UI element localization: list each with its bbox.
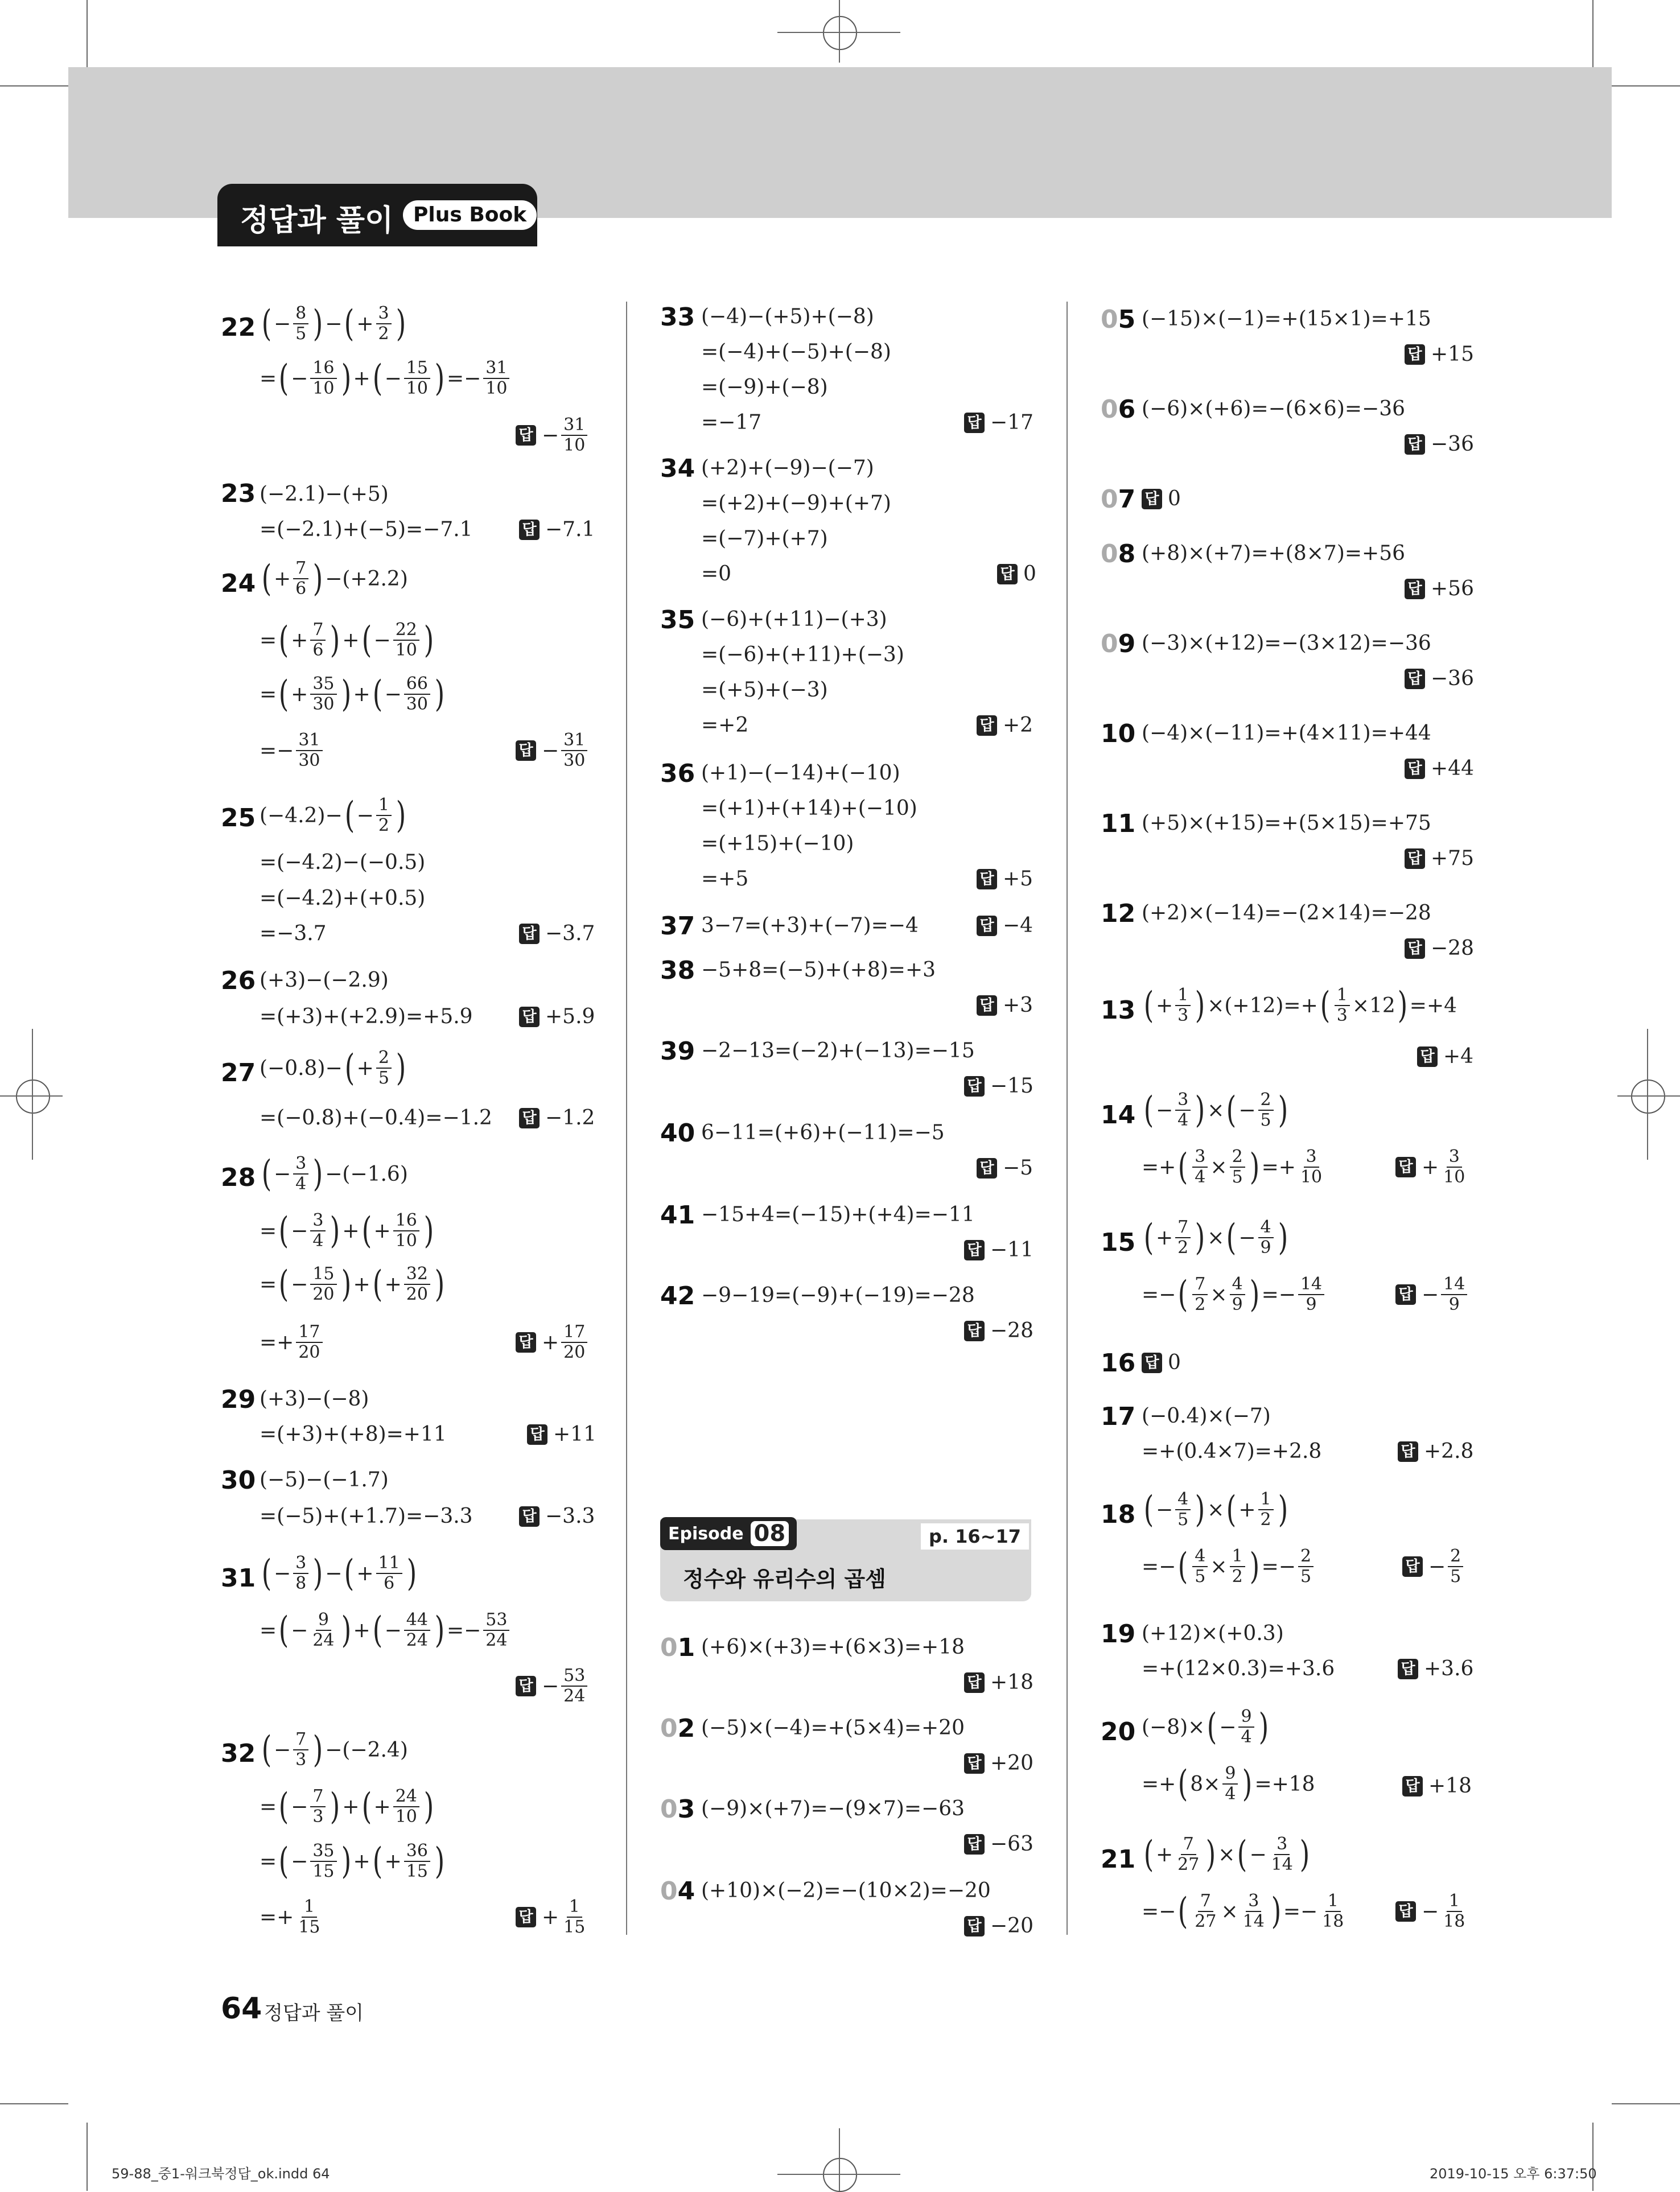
problem-number: 41 bbox=[660, 1201, 695, 1230]
equation-line: (−2.1)−(+5) bbox=[260, 483, 389, 506]
equation-line: ( + $\frac{7}{6}$ ) −(+2.2) bbox=[261, 558, 408, 600]
equation-line: (−4.2)− ( − $\frac{1}{2}$ ) bbox=[260, 794, 406, 837]
equation-line: (+2)+(−9)−(−7) bbox=[701, 456, 874, 480]
equation-line: =−3.7 bbox=[260, 922, 327, 945]
answer: 답 −17 bbox=[964, 411, 1033, 434]
problem-number: 06 bbox=[1101, 395, 1136, 424]
problem-number: 33 bbox=[660, 303, 695, 332]
print-file-info: 59-88_중1-워크북정답_ok.indd 64 bbox=[112, 2166, 330, 2182]
answer: 답 +11 bbox=[527, 1423, 596, 1446]
answer: 답 + $\frac{17}{20}$ bbox=[516, 1322, 590, 1362]
equation-line: =+ $\frac{1}{15}$ bbox=[260, 1897, 320, 1937]
answer: 답 − $\frac{31}{30}$ bbox=[516, 731, 590, 771]
equation-line: =+ ( $\frac{3}{4}$ × $\frac{2}{5}$ ) =+ $\frac{3}{10}$ bbox=[1142, 1146, 1323, 1188]
problem-number: 07 bbox=[1101, 485, 1136, 514]
equation-line: (−0.8)− ( + $\frac{2}{5}$ ) bbox=[260, 1047, 406, 1089]
answer: 답 − $\frac{31}{10}$ bbox=[516, 415, 590, 455]
problem-number: 18 bbox=[1101, 1500, 1136, 1529]
equation-line: = ( − $\frac{35}{15}$ ) + ( + $\frac{36}{15}$ ) bbox=[260, 1840, 445, 1882]
equation-line: ( + $\frac{1}{3}$ ) ×(+12)=+ ( $\frac{1}{3}$ ×12 ) =+4 bbox=[1143, 984, 1457, 1027]
answer: 답 +75 bbox=[1405, 847, 1474, 870]
equation-line: =+(12×0.3)=+3.6 bbox=[1142, 1657, 1335, 1680]
problem-number: 21 bbox=[1101, 1845, 1136, 1874]
equation-line: ( + $\frac{7}{27}$ ) × ( − $\frac{3}{14}$ ) bbox=[1143, 1833, 1310, 1876]
answer: 답 −1.2 bbox=[519, 1106, 595, 1130]
equation-line: = ( − $\frac{15}{20}$ ) + ( + $\frac{32}{20}$ ) bbox=[260, 1263, 445, 1305]
page-number: 64 bbox=[221, 1992, 262, 2026]
equation-line: (−3)×(+12)=−(3×12)=−36 bbox=[1142, 632, 1431, 655]
equation-line: = ( − $\frac{16}{10}$ ) + ( − $\frac{15}{10}$ ) =− $\frac{31}{10}$ bbox=[260, 359, 512, 398]
problem-number: 24 bbox=[221, 569, 256, 598]
registration-mark bbox=[16, 1079, 50, 1114]
answer: 답 −7.1 bbox=[519, 518, 595, 541]
answer: 답 − $\frac{53}{24}$ bbox=[516, 1666, 590, 1706]
equation-line: =− ( $\frac{7}{27}$ × $\frac{3}{14}$ ) =− $\frac{1}{18}$ bbox=[1142, 1890, 1344, 1933]
problem-number: 32 bbox=[221, 1739, 256, 1768]
answer: 답 +5.9 bbox=[519, 1005, 595, 1028]
equation-line: = ( − $\frac{3}{4}$ ) + ( + $\frac{16}{10}$ ) bbox=[260, 1210, 434, 1252]
equation-line: ( − $\frac{3}{4}$ ) × ( − $\frac{2}{5}$ ) bbox=[1143, 1089, 1288, 1131]
equation-line: =0 bbox=[701, 562, 732, 586]
print-datetime: 2019-10-15 오후 6:37:50 bbox=[1430, 2166, 1597, 2182]
answer: 답 +20 bbox=[964, 1752, 1033, 1775]
equation-line: (−15)×(−1)=+(15×1)=+15 bbox=[1142, 307, 1431, 331]
equation-line: =− ( $\frac{7}{2}$ × $\frac{4}{9}$ ) =− $\frac{14}{9}$ bbox=[1142, 1275, 1327, 1315]
equation-line: ( − $\frac{3}{8}$ ) − ( + $\frac{11}{6}$ ) bbox=[261, 1552, 417, 1594]
problem-number: 10 bbox=[1101, 719, 1136, 748]
registration-mark bbox=[839, 2128, 840, 2191]
answer: 답 +15 bbox=[1405, 343, 1474, 366]
equation-line: (+6)×(+3)=+(6×3)=+18 bbox=[701, 1635, 965, 1659]
equation-line: (+3)−(−2.9) bbox=[260, 969, 389, 992]
equation-line: =(−7)+(+7) bbox=[701, 527, 828, 550]
equation-line: (+2)×(−14)=−(2×14)=−28 bbox=[1142, 901, 1431, 925]
header-title: 정답과 풀이 bbox=[240, 204, 394, 238]
plus-book-badge: Plus Book bbox=[403, 200, 537, 230]
problem-number: 01 bbox=[660, 1633, 695, 1662]
problem-number: 26 bbox=[221, 966, 256, 995]
crop-mark bbox=[1612, 2103, 1680, 2104]
answer: 답 −4 bbox=[977, 914, 1033, 937]
equation-line: =(−5)+(+1.7)=−3.3 bbox=[260, 1505, 473, 1528]
problem-number: 27 bbox=[221, 1058, 256, 1087]
registration-mark bbox=[823, 16, 857, 50]
equation-line: = ( + $\frac{35}{30}$ ) + ( − $\frac{66}{30}$ ) bbox=[260, 673, 445, 715]
problem-number: 30 bbox=[221, 1466, 256, 1495]
answer: 답 −36 bbox=[1405, 432, 1474, 456]
equation-line: ( + $\frac{7}{2}$ ) × ( − $\frac{4}{9}$ ) bbox=[1143, 1217, 1288, 1259]
equation-line: ( − $\frac{8}{5}$ ) − ( + $\frac{3}{2}$ ) bbox=[261, 303, 406, 345]
equation-line: =−17 bbox=[701, 411, 762, 434]
problem-number: 09 bbox=[1101, 629, 1136, 658]
problem-number: 38 bbox=[660, 956, 695, 985]
crop-mark bbox=[1612, 85, 1680, 86]
equation-line: 3−7=(+3)+(−7)=−4 bbox=[701, 914, 919, 937]
answer: 답 +18 bbox=[1402, 1774, 1472, 1798]
answer: 답 +2 bbox=[977, 714, 1033, 737]
problem-number: 40 bbox=[660, 1119, 695, 1148]
registration-mark bbox=[32, 1029, 33, 1160]
equation-line: (−6)×(+6)=−(6×6)=−36 bbox=[1142, 397, 1406, 421]
equation-line: (−6)+(+11)−(+3) bbox=[701, 608, 887, 631]
problem-number: 08 bbox=[1101, 539, 1136, 568]
equation-line: −9−19=(−9)+(−19)=−28 bbox=[701, 1284, 975, 1307]
answer: 답 −3.3 bbox=[519, 1505, 595, 1528]
episode-title: 정수와 유리수의 곱셈 bbox=[683, 1567, 886, 1592]
problem-number: 02 bbox=[660, 1714, 695, 1743]
equation-line: (+1)−(−14)+(−10) bbox=[701, 761, 900, 785]
answer: 답 −28 bbox=[964, 1319, 1033, 1342]
header-tab bbox=[217, 184, 537, 246]
answer: 답 −28 bbox=[1405, 937, 1474, 960]
answer: 답 0 bbox=[997, 562, 1036, 586]
problem-number: 11 bbox=[1101, 809, 1136, 838]
answer: 답 − $\frac{14}{9}$ bbox=[1395, 1275, 1469, 1315]
column-divider bbox=[1067, 302, 1068, 1935]
crop-mark bbox=[87, 0, 88, 68]
problem-number: 28 bbox=[221, 1163, 256, 1192]
equation-line: 6−11=(+6)+(−11)=−5 bbox=[701, 1121, 945, 1144]
equation-line: (−4)−(+5)+(−8) bbox=[701, 305, 874, 328]
answer: 답 0 bbox=[1142, 1351, 1181, 1374]
equation-line: = ( − $\frac{9}{24}$ ) + ( − $\frac{44}{24}$ ) =− $\frac{53}{24}$ bbox=[260, 1610, 512, 1650]
registration-mark bbox=[823, 2158, 857, 2192]
answer: 답 +44 bbox=[1405, 757, 1474, 780]
equation-line: =(+2)+(−9)+(+7) bbox=[701, 492, 891, 515]
answer: 답 +3 bbox=[977, 994, 1033, 1017]
problem-number: 19 bbox=[1101, 1620, 1136, 1649]
problem-number: 37 bbox=[660, 912, 695, 941]
registration-mark bbox=[839, 0, 840, 63]
equation-line: =(−9)+(−8) bbox=[701, 376, 828, 399]
equation-line: (+10)×(−2)=−(10×2)=−20 bbox=[701, 1879, 991, 1902]
problem-number: 17 bbox=[1101, 1402, 1136, 1431]
equation-line: =(+5)+(−3) bbox=[701, 678, 828, 702]
problem-number: 20 bbox=[1101, 1717, 1136, 1746]
answer: 답 −36 bbox=[1405, 667, 1474, 690]
equation-line: ( − $\frac{3}{4}$ ) −(−1.6) bbox=[261, 1153, 408, 1195]
episode-pages: p. 16~17 bbox=[921, 1523, 1029, 1550]
equation-line: =(−4.2)+(+0.5) bbox=[260, 887, 426, 910]
answer: 답 − $\frac{1}{18}$ bbox=[1395, 1892, 1469, 1931]
problem-number: 42 bbox=[660, 1282, 695, 1311]
answer: 답 +56 bbox=[1405, 577, 1474, 600]
equation-line: −2−13=(−2)+(−13)=−15 bbox=[701, 1039, 975, 1062]
registration-mark bbox=[1617, 1095, 1680, 1097]
registration-mark bbox=[1647, 1029, 1648, 1160]
problem-number: 36 bbox=[660, 759, 695, 788]
equation-line: =+ ( 8× $\frac{9}{4}$ ) =+18 bbox=[1142, 1763, 1315, 1805]
answer: 답 −5 bbox=[977, 1156, 1033, 1180]
problem-number: 14 bbox=[1101, 1101, 1136, 1130]
answer: 답 −3.7 bbox=[519, 922, 595, 945]
equation-line: (−5)×(−4)=+(5×4)=+20 bbox=[701, 1716, 965, 1740]
crop-mark bbox=[1592, 0, 1593, 68]
answer: 답 +5 bbox=[977, 867, 1033, 891]
answer: 답 +2.8 bbox=[1398, 1440, 1473, 1463]
problem-number: 29 bbox=[221, 1385, 256, 1414]
registration-mark bbox=[1631, 1079, 1665, 1114]
equation-line: =(+1)+(+14)+(−10) bbox=[701, 797, 917, 820]
equation-line: =+5 bbox=[701, 867, 749, 891]
equation-line: ( − $\frac{4}{5}$ ) × ( + $\frac{1}{2}$ ) bbox=[1143, 1489, 1288, 1531]
equation-line: =− ( $\frac{4}{5}$ × $\frac{1}{2}$ ) =− $\frac{2}{5}$ bbox=[1142, 1547, 1316, 1587]
problem-number: 05 bbox=[1101, 305, 1136, 334]
equation-line: (+8)×(+7)=+(8×7)=+56 bbox=[1142, 542, 1406, 565]
answer: 답 + $\frac{1}{15}$ bbox=[516, 1897, 590, 1937]
answer: 답 −20 bbox=[964, 1914, 1033, 1938]
answer: 답 +4 bbox=[1417, 1045, 1473, 1068]
episode-badge: Episode 08 bbox=[660, 1517, 797, 1550]
footer-label: 정답과 풀이 bbox=[264, 2002, 364, 2025]
problem-number: 35 bbox=[660, 605, 695, 634]
problem-number: 15 bbox=[1101, 1228, 1136, 1257]
answer: 답 0 bbox=[1142, 487, 1181, 510]
answer: 답 +18 bbox=[964, 1671, 1033, 1694]
equation-line: −15+4=(−15)+(+4)=−11 bbox=[701, 1203, 975, 1226]
problem-number: 04 bbox=[660, 1877, 695, 1906]
answer: 답 +3.6 bbox=[1398, 1657, 1473, 1680]
answer: 답 + $\frac{3}{10}$ bbox=[1395, 1147, 1469, 1187]
answer: 답 −11 bbox=[964, 1238, 1033, 1262]
problem-number: 34 bbox=[660, 454, 695, 483]
episode-number: 08 bbox=[751, 1521, 789, 1546]
equation-line: =+ $\frac{17}{20}$ bbox=[260, 1322, 325, 1362]
equation-line: =(−4)+(−5)+(−8) bbox=[701, 340, 891, 364]
problem-number: 16 bbox=[1101, 1349, 1136, 1378]
equation-line: =(+3)+(+8)=+11 bbox=[260, 1423, 447, 1446]
equation-line: (+12)×(+0.3) bbox=[1142, 1622, 1284, 1645]
equation-line: =+(0.4×7)=+2.8 bbox=[1142, 1440, 1322, 1463]
problem-number: 12 bbox=[1101, 899, 1136, 928]
equation-line: ( − $\frac{7}{3}$ ) −(−2.4) bbox=[261, 1729, 408, 1771]
equation-line: (−8)× ( − $\frac{9}{4}$ ) bbox=[1142, 1706, 1269, 1748]
crop-mark bbox=[87, 2123, 88, 2191]
answer: 답 − $\frac{2}{5}$ bbox=[1402, 1547, 1465, 1587]
equation-line: (−9)×(+7)=−(9×7)=−63 bbox=[701, 1797, 965, 1820]
problem-number: 22 bbox=[221, 313, 256, 342]
registration-mark bbox=[0, 1095, 63, 1097]
equation-line: (−0.4)×(−7) bbox=[1142, 1404, 1271, 1428]
equation-line: (−5)−(−1.7) bbox=[260, 1468, 389, 1491]
equation-line: (+3)−(−8) bbox=[260, 1387, 369, 1411]
problem-number: 25 bbox=[221, 804, 256, 833]
equation-line: = ( + $\frac{7}{6}$ ) + ( − $\frac{22}{10}$ ) bbox=[260, 619, 434, 661]
equation-line: =(+15)+(−10) bbox=[701, 832, 854, 855]
problem-number: 23 bbox=[221, 479, 256, 508]
problem-number: 13 bbox=[1101, 996, 1136, 1025]
answer: 답 −15 bbox=[964, 1074, 1033, 1098]
answer: 답 −63 bbox=[964, 1832, 1033, 1856]
equation-line: =+2 bbox=[701, 714, 749, 737]
equation-line: (+5)×(+15)=+(5×15)=+75 bbox=[1142, 811, 1431, 835]
problem-number: 03 bbox=[660, 1795, 695, 1824]
equation-line: =(−6)+(+11)+(−3) bbox=[701, 643, 904, 666]
equation-line: =(−4.2)−(−0.5) bbox=[260, 851, 426, 874]
equation-line: =(−0.8)+(−0.4)=−1.2 bbox=[260, 1106, 492, 1130]
equation-line: (−4)×(−11)=+(4×11)=+44 bbox=[1142, 722, 1431, 745]
equation-line: =(−2.1)+(−5)=−7.1 bbox=[260, 518, 473, 541]
equation-line: =− $\frac{31}{30}$ bbox=[260, 731, 325, 771]
answer-label: 답 bbox=[516, 425, 536, 446]
equation-line: −5+8=(−5)+(+8)=+3 bbox=[701, 958, 936, 982]
problem-number: 31 bbox=[221, 1564, 256, 1593]
equation-line: =(+3)+(+2.9)=+5.9 bbox=[260, 1005, 473, 1028]
problem-number: 39 bbox=[660, 1037, 695, 1066]
crop-mark bbox=[0, 2103, 68, 2104]
column-divider bbox=[626, 302, 627, 1935]
equation-line: = ( − $\frac{7}{3}$ ) + ( + $\frac{24}{10}$ ) bbox=[260, 1786, 434, 1828]
crop-mark bbox=[0, 85, 68, 86]
